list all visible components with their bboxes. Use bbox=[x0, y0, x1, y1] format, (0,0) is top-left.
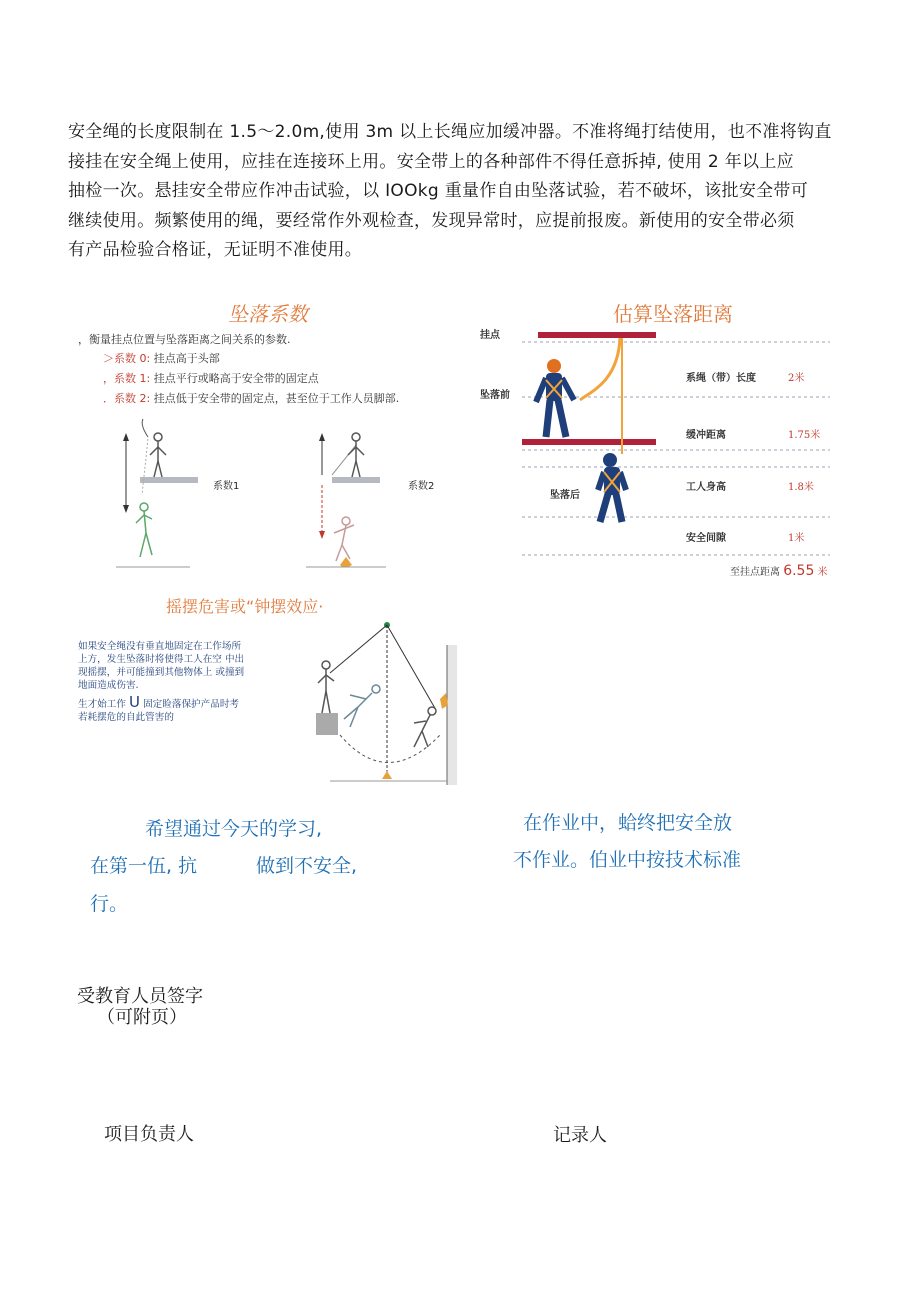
total-value: 6.55 bbox=[783, 563, 815, 579]
fall-factor-item-2 bbox=[103, 390, 399, 406]
paragraph-line: 继续使用。频繁使用的绳，要经常作外观检查，发现异常时，应提前报废。新使用的安全带必须 bbox=[68, 210, 795, 231]
falling-worker-figure bbox=[334, 517, 354, 561]
row-name: 安全间隙 bbox=[686, 533, 726, 544]
swinging-worker-figure bbox=[344, 685, 380, 727]
platform bbox=[140, 477, 198, 483]
row-value: 1.8米 bbox=[788, 482, 814, 493]
swing-line: 地面造成伤害. bbox=[78, 680, 139, 691]
worker-figure bbox=[150, 433, 166, 477]
swing-illustration bbox=[310, 615, 460, 790]
item-text: 挂点高于头部 bbox=[153, 352, 220, 365]
attach-note: （可附页） bbox=[97, 1007, 187, 1028]
fall-factor-item-1 bbox=[103, 370, 319, 386]
row-name: 系绳（带）长度 bbox=[686, 373, 756, 384]
impact-icon bbox=[382, 771, 392, 779]
worker-figure bbox=[318, 661, 334, 713]
factor2-label: 系数2 bbox=[408, 481, 435, 492]
row-value: 1米 bbox=[788, 533, 805, 544]
row-value: 2米 bbox=[788, 373, 805, 384]
row-name: 缓冲距离 bbox=[686, 430, 726, 441]
swing-description bbox=[78, 640, 278, 728]
item-text: 挂点低于安全带的固定点，甚至位于工作人员脚部. bbox=[153, 392, 400, 405]
project-manager-label: 项目负责人 bbox=[104, 1124, 194, 1145]
platform bbox=[332, 477, 380, 483]
closing-left-line3: 行。 bbox=[90, 893, 129, 915]
fall-distance-diagram bbox=[470, 322, 850, 587]
rope-before bbox=[580, 338, 620, 400]
closing-right-line1: 在作业中，蛤终把安全放 bbox=[523, 812, 733, 834]
item-marker: ＞系数 0: bbox=[103, 352, 151, 365]
item-marker: ，系数 1: bbox=[103, 372, 151, 385]
worker-before-figure bbox=[536, 359, 574, 437]
anchor-label: 挂点 bbox=[480, 330, 500, 341]
after-fall-label: 坠落后 bbox=[550, 490, 580, 501]
guide-lines bbox=[522, 342, 830, 555]
recorder-label: 记录人 bbox=[553, 1125, 607, 1146]
swing-line: 上方，发生坠落时将使得工人在空 中出 bbox=[78, 654, 245, 665]
closing-left-line1: 希望通过今天的学习, bbox=[145, 818, 323, 840]
anchor-rail bbox=[538, 332, 656, 338]
total-distance bbox=[730, 563, 828, 579]
swing-title: 摇摆危害或“钟摆效应· bbox=[166, 597, 324, 616]
row-name: 工人身高 bbox=[686, 482, 726, 493]
swing-line: 现摇摆，并可能撞到其他物体上 或撞到 bbox=[78, 667, 245, 678]
worker-figure bbox=[348, 433, 364, 477]
swing-line: 若耗摆危的自此管害的 bbox=[78, 712, 174, 723]
paragraph-line: 有产品检验合格证，无证明不准使用。 bbox=[68, 240, 363, 261]
body-paragraph bbox=[68, 118, 853, 266]
item-marker: ．系数 2: bbox=[103, 392, 151, 405]
total-label: 至挂点距离 bbox=[730, 567, 780, 578]
floor-rail bbox=[522, 439, 656, 445]
closing-left-line2b: 做到不安全, bbox=[256, 855, 358, 877]
trainee-signature-label: 受教育人员签字 bbox=[77, 986, 203, 1007]
fall-distance-title: 估算坠落距离 bbox=[613, 302, 733, 326]
closing-right-line2: 不作业。伯业中按技术标准 bbox=[513, 849, 742, 871]
swing-line-part: 固定睑落保护产品时考 bbox=[143, 699, 240, 710]
row-value: 1.75米 bbox=[788, 430, 821, 441]
fall-factor-item-0 bbox=[103, 350, 220, 366]
fall-factor-intro: ，衡量挂点位置与坠落距离之间关系的参数. bbox=[78, 333, 291, 346]
platform bbox=[316, 713, 338, 735]
closing-left-line2a: 在第一伍, 抗 bbox=[90, 855, 198, 877]
swing-line bbox=[78, 693, 278, 711]
item-text: 挂点平行或略高于安全带的固定点 bbox=[153, 372, 319, 385]
impact-worker-figure bbox=[414, 707, 436, 747]
fall-factor-illustration bbox=[110, 415, 460, 585]
swing-line: 如果安全绳没有垂直地固定在工作场所 bbox=[78, 641, 242, 652]
paragraph-line: 抽检一次。悬挂安全带应作冲击试验，以 IOOkg 重量作自由坠落试验，若不破坏，该批安全带可 bbox=[68, 181, 809, 202]
wall bbox=[447, 645, 457, 785]
fall-factor-title: 坠落系数 bbox=[228, 302, 308, 326]
factor1-label: 系数1 bbox=[213, 481, 240, 492]
before-fall-label: 坠落前 bbox=[480, 390, 510, 401]
swing-line-part: 生才始工作 bbox=[78, 699, 126, 710]
paragraph-line: 安全绳的长度限制在 1.5～2.0m,使用 3m 以上长绳应加缓冲器。不准将绳打结使用，也不准将钩直 bbox=[68, 122, 832, 142]
swing-line-part: U bbox=[129, 693, 141, 711]
paragraph-line: 接挂在安全绳上使用，应挂在连接环上用。安全带上的各种部件不得任意拆掉, 使用 2 年以上应 bbox=[68, 151, 794, 172]
falling-worker-figure bbox=[136, 503, 152, 557]
worker-after-figure bbox=[598, 453, 626, 522]
total-unit: 米 bbox=[817, 567, 828, 578]
